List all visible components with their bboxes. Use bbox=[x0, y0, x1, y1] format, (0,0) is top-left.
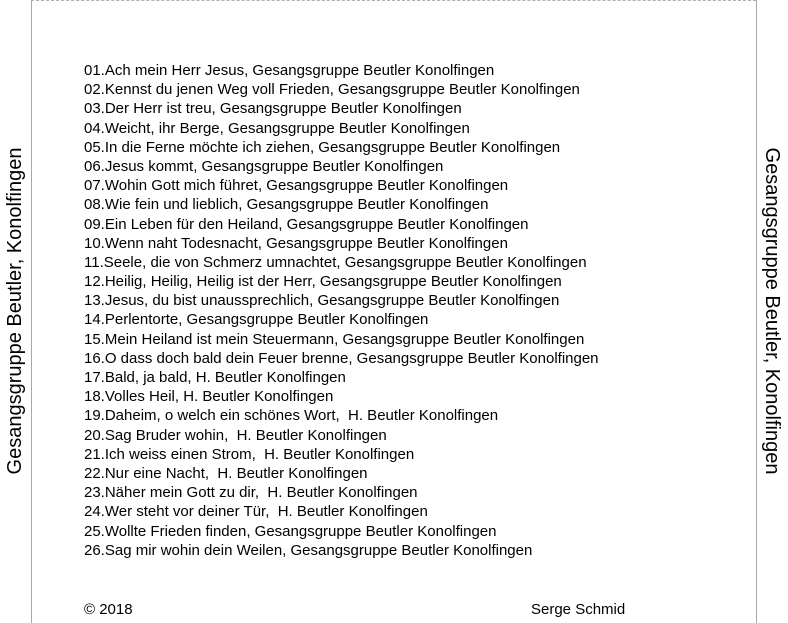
top-border bbox=[31, 0, 756, 1]
track-list bbox=[84, 61, 599, 560]
track-item: 23.Näher mein Gott zu dir, H. Beutler Konolfingen bbox=[84, 484, 418, 502]
track-item: 02.Kennst du jenen Weg voll Frieden, Gesangsgruppe Beutler Konolfingen bbox=[84, 81, 580, 99]
track-item: 26.Sag mir wohin dein Weilen, Gesangsgruppe Beutler Konolfingen bbox=[84, 541, 533, 559]
track-item: 22.Nur eine Nacht, H. Beutler Konolfingen bbox=[84, 464, 368, 482]
track-item: 03.Der Herr ist treu, Gesangsgruppe Beutler Konolfingen bbox=[84, 100, 462, 118]
left-spine-fold-line bbox=[31, 0, 32, 623]
track-item: 13.Jesus, du bist unaussprechlich, Gesangsgruppe Beutler Konolfingen bbox=[84, 292, 560, 310]
author-credit: Serge Schmid bbox=[531, 601, 626, 618]
track-item: 01.Ach mein Herr Jesus, Gesangsgruppe Beutler Konolfingen bbox=[84, 62, 495, 79]
track-item: 09.Ein Leben für den Heiland, Gesangsgruppe Beutler Konolfingen bbox=[84, 215, 529, 233]
track-item: 12.Heilig, Heilig, Heilig ist der Herr, Gesangsgruppe Beutler Konolfingen bbox=[84, 273, 562, 291]
track-item: 20.Sag Bruder wohin, H. Beutler Konolfingen bbox=[84, 426, 387, 444]
track-item: 15.Mein Heiland ist mein Steuermann, Gesangsgruppe Beutler Konolfingen bbox=[84, 330, 585, 348]
copyright-notice: © 2018 bbox=[84, 601, 133, 618]
track-item: 08.Wie fein und lieblich, Gesangsgruppe Beutler Konolfingen bbox=[84, 196, 489, 214]
track-item: 10.Wenn naht Todesnacht, Gesangsgruppe Beutler Konolfingen bbox=[84, 234, 508, 252]
track-item: 11.Seele, die von Schmerz umnachtet, Gesangsgruppe Beutler Konolfingen bbox=[84, 253, 587, 271]
track-item: 06.Jesus kommt, Gesangsgruppe Beutler Konolfingen bbox=[84, 157, 444, 175]
track-item: 04.Weicht, ihr Berge, Gesangsgruppe Beutler Konolfingen bbox=[84, 119, 470, 137]
track-item: 18.Volles Heil, H. Beutler Konolfingen bbox=[84, 388, 334, 406]
track-item: 07.Wohin Gott mich führet, Gesangsgruppe Beutler Konolfingen bbox=[84, 177, 509, 195]
track-item: 17.Bald, ja bald, H. Beutler Konolfingen bbox=[84, 369, 346, 386]
right-spine-fold-line bbox=[756, 0, 757, 623]
track-item: 25.Wollte Frieden finden, Gesangsgruppe Beutler Konolfingen bbox=[84, 522, 497, 540]
right-spine-title: Gesangsgruppe Beutler, Konolfingen bbox=[761, 147, 783, 475]
track-item: 24.Wer steht vor deiner Tür, H. Beutler Konolfingen bbox=[84, 503, 428, 521]
track-item: 05.In die Ferne möchte ich ziehen, Gesangsgruppe Beutler Konolfingen bbox=[84, 138, 561, 156]
track-item: 16.O dass doch bald dein Feuer brenne, Gesangsgruppe Beutler Konolfingen bbox=[84, 349, 599, 367]
left-spine-title: Gesangsgruppe Beutler, Konolfingen bbox=[4, 147, 26, 475]
track-item: 21.Ich weiss einen Strom, H. Beutler Konolfingen bbox=[84, 445, 415, 463]
track-item: 14.Perlentorte, Gesangsgruppe Beutler Konolfingen bbox=[84, 311, 429, 329]
track-item: 19.Daheim, o welch ein schönes Wort, H. Beutler Konolfingen bbox=[84, 407, 499, 425]
